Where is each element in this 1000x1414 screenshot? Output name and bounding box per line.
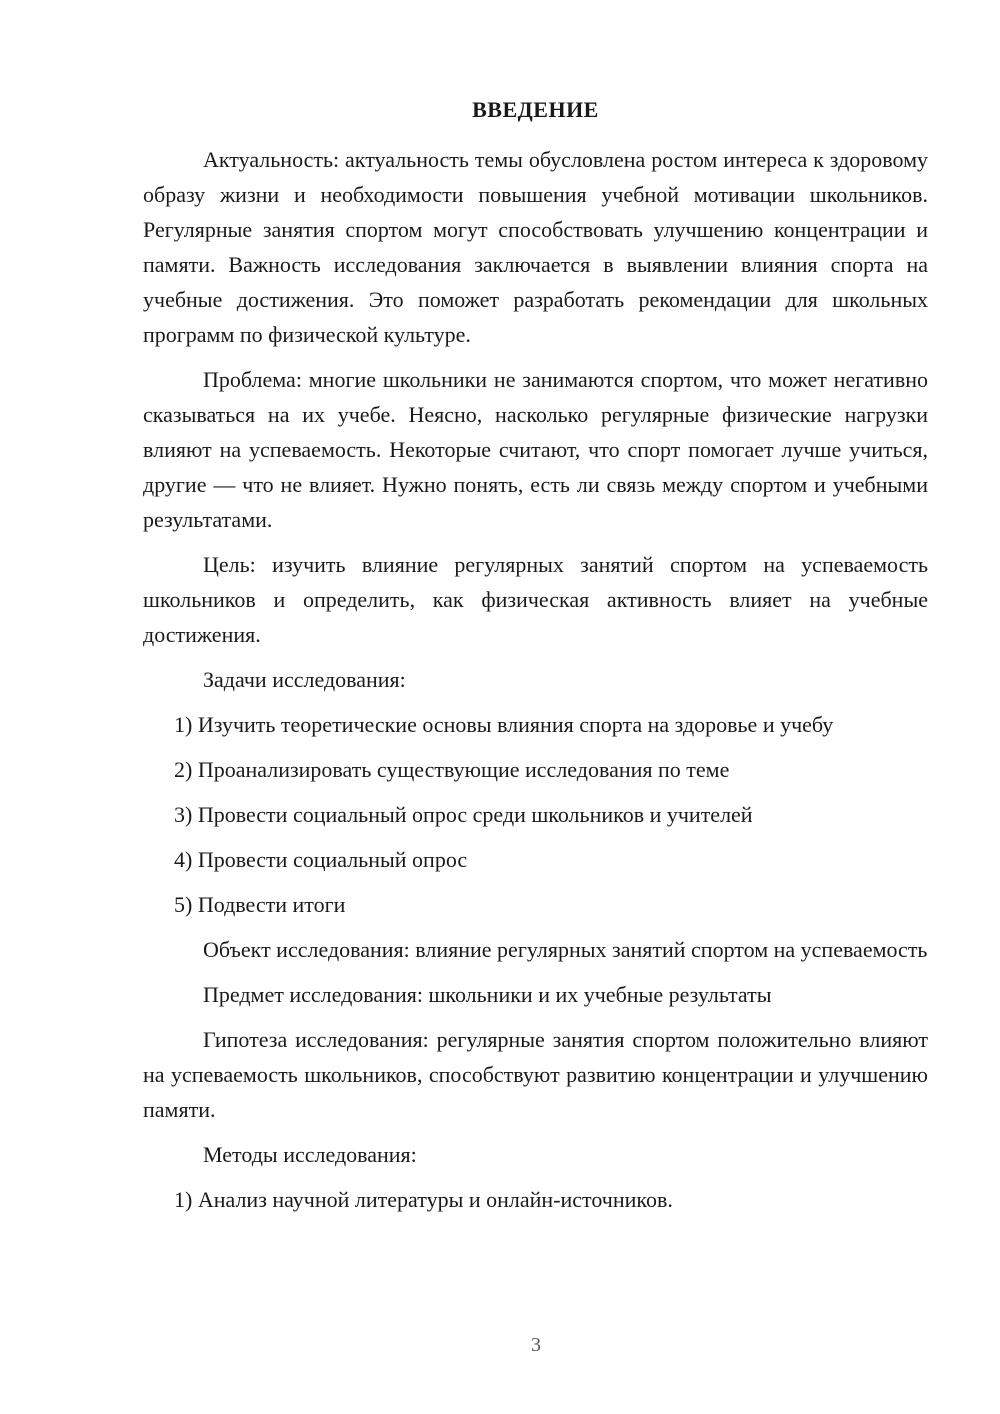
tasks-list (143, 707, 928, 922)
list-item: 4) Провести социальный опрос (174, 847, 468, 872)
list-item: 5) Подвести итоги (174, 892, 346, 917)
methods-list (143, 1182, 928, 1217)
hypothesis-paragraph: Гипотеза исследования: регулярные занятия спортом положительно влияют на успеваемость школьников, способствуют развитию концентрации и улучшению памяти. (143, 1027, 928, 1122)
section-title: ВВЕДЕНИЕ (472, 97, 599, 122)
list-item: 3) Провести социальный опрос среди школьников и учителей (174, 802, 753, 827)
relevance-paragraph: Актуальность: актуальность темы обусловлена ростом интереса к здоровому образу жизни и необходимости повышения учебной мотивации школьников. Регулярные занятия спортом могут способствовать улучшению концентрации и памяти. Важность исследования заключается в выявлении влияния спорта на учебные достижения. Это поможет разработать рекомендации для школьных программ по физической культуре. (143, 147, 928, 347)
list-item: 1) Анализ научной литературы и онлайн-источников. (174, 1187, 673, 1212)
tasks-heading: Задачи исследования: (203, 667, 406, 692)
problem-paragraph: Проблема: многие школьники не занимаются спортом, что может негативно сказываться на их учебе. Неясно, насколько регулярные физические нагрузки влияют на успеваемость. Некоторые считают, что спорт помогает лучше учиться, другие — что не влияет. Нужно понять, есть ли связь между спортом и учебными результатами. (143, 367, 928, 532)
list-item: 1) Изучить теоретические основы влияния спорта на здоровье и учебу (174, 712, 834, 737)
subject-paragraph: Предмет исследования: школьники и их учебные результаты (203, 982, 772, 1007)
list-item: 2) Проанализировать существующие исследования по теме (174, 757, 730, 782)
object-paragraph: Объект исследования: влияние регулярных занятий спортом на успеваемость (203, 937, 928, 962)
goal-paragraph: Цель: изучить влияние регулярных занятий спортом на успеваемость школьников и определить, как физическая активность влияет на учебные достижения. (143, 552, 928, 647)
page-number: 3 (531, 1334, 541, 1356)
methods-heading: Методы исследования: (203, 1142, 417, 1167)
document-page (143, 92, 928, 1227)
